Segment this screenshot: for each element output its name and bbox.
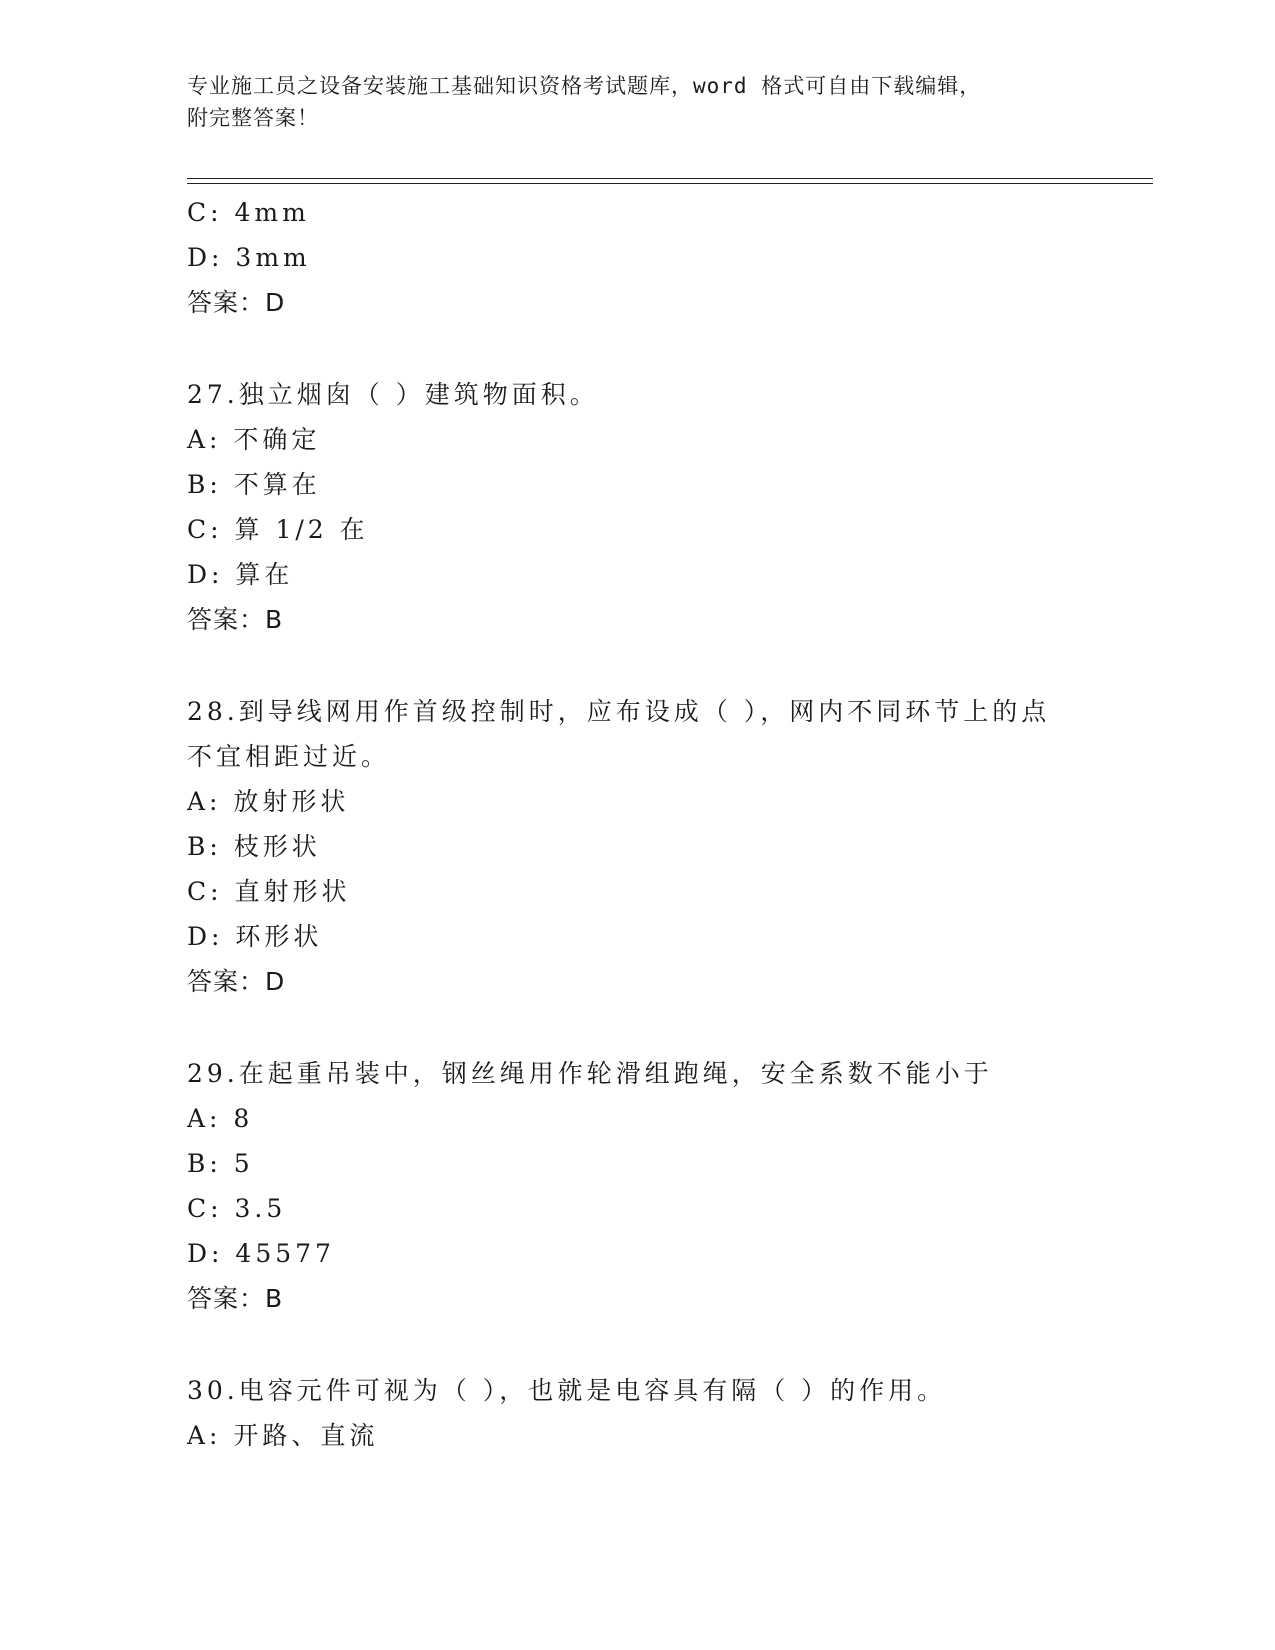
header-line-1: 专业施工员之设备安装施工基础知识资格考试题库，word 格式可自由下载编辑， xyxy=(187,74,982,98)
question-text: 27.独立烟囱（ ）建筑物面积。 xyxy=(187,380,599,409)
answer: 答案：D xyxy=(187,288,286,317)
option-d: D: 45577 xyxy=(187,1239,335,1268)
question-30 xyxy=(187,1368,1087,1458)
question-27 xyxy=(187,372,1087,642)
answer: 答案：D xyxy=(187,967,286,996)
answer: 答案：B xyxy=(187,605,284,634)
option-c: C: 算 1/2 在 xyxy=(187,515,369,544)
question-text-cont: 不宜相距过近。 xyxy=(187,742,391,771)
question-text: 29.在起重吊装中，钢丝绳用作轮滑组跑绳，安全系数不能小于 xyxy=(187,1059,993,1088)
option-b: B: 不算在 xyxy=(187,470,321,499)
option-a: A: 不确定 xyxy=(187,425,321,454)
question-29 xyxy=(187,1051,1087,1321)
option-c: C: 4mm xyxy=(187,198,310,227)
option-a: A: 8 xyxy=(187,1104,254,1133)
header-rule-top xyxy=(187,178,1153,179)
option-d: D: 3mm xyxy=(187,243,311,272)
option-c: C: 3.5 xyxy=(187,1194,287,1223)
question-28 xyxy=(187,689,1087,1004)
option-a: A: 开路、直流 xyxy=(187,1421,379,1450)
option-b: B: 枝形状 xyxy=(187,832,321,861)
question-text: 28.到导线网用作首级控制时，应布设成（ ），网内不同环节上的点 xyxy=(187,697,1051,726)
option-b: B: 5 xyxy=(187,1149,254,1178)
option-d: D: 环形状 xyxy=(187,922,323,951)
option-d: D: 算在 xyxy=(187,560,294,589)
option-c: C: 直射形状 xyxy=(187,877,351,906)
question-list xyxy=(187,190,1087,1458)
header-line-2: 附完整答案！ xyxy=(187,106,319,130)
question-text: 30.电容元件可视为（ ），也就是电容具有隔（ ）的作用。 xyxy=(187,1376,947,1405)
option-a: A: 放射形状 xyxy=(187,787,350,816)
page-header xyxy=(187,70,1067,134)
question-26-tail xyxy=(187,190,1087,325)
header-rule-bottom xyxy=(187,183,1153,184)
answer: 答案：B xyxy=(187,1284,284,1313)
